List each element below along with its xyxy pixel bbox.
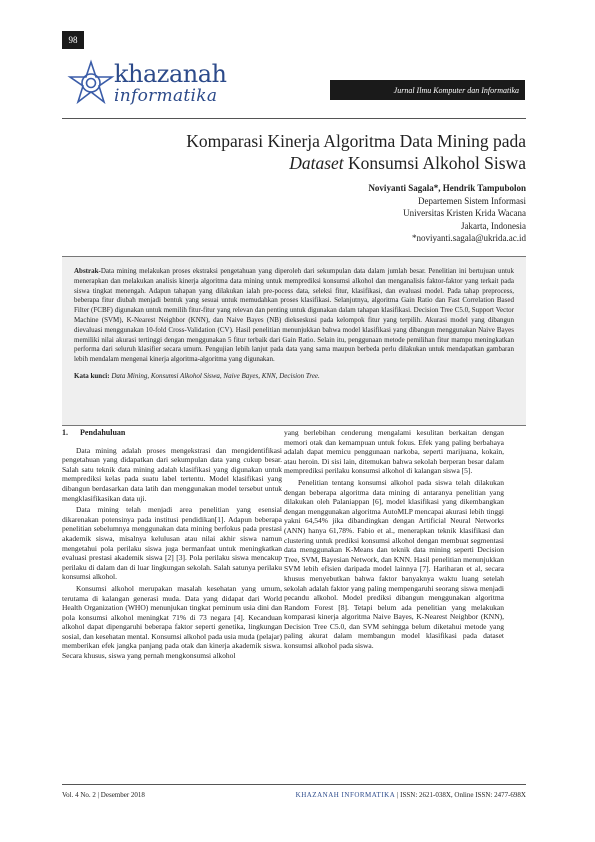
logo-text-line1: khazanah — [114, 60, 227, 88]
page-footer — [62, 791, 526, 799]
paragraph: Konsumsi alkohol merupakan masalah kesehatan yang umum, terutama di kalangan generasi muda. Data yang didapat dari World Health Organization (WHO) menunjukan tingkat peminum usia dini dan pola konsumsi alkohol meningkat 71% di 73 negara [4]. Kecanduan alkohol dapat dipengaruhi beberapa faktor seperti genetika, lingkungan sosial, dan kesehatan mental. Konsumsi alkohol pada usia muda (pelajar) memberikan efek jangka panjang pada otak dan kinerja akademik siswa. Secara khusus, siswa yang pernah mengkonsumsi alkohol — [62, 583, 282, 661]
header-divider — [62, 118, 526, 119]
title-italic-word: Dataset — [289, 153, 344, 173]
abstract-box — [62, 256, 526, 426]
title-line2 — [62, 152, 526, 174]
footer-brand: KHAZANAH INFORMATIKA — [295, 791, 396, 799]
author-city: Jakarta, Indonesia — [461, 220, 526, 231]
journal-name-bar: Jurnal Ilmu Komputer dan Informatika — [330, 80, 525, 100]
paragraph: Data mining adalah proses mengekstrasi dan mengidentifikasi pengetahuan yang didapatkan dari sekumpulan data yang cukup besar. Salah satu teknik data mining adalah klasifikasi yang digunakan untuk memprediksi kelas pada suatu label tertentu. Model klasifikasi yang dibangun berdasarkan data latih dan menggunakan model tersebut untuk mengklasifikasikan data uji. — [62, 445, 282, 503]
abstract-label: Abstrak- — [74, 267, 101, 275]
page-number: 98 — [62, 31, 84, 49]
abstract-text: Data mining melakukan proses ekstraksi pengetahuan yang diperoleh dari sekumpulan data dalam jumlah besar. Penelitian ini bertujuan untuk menerapkan dan melakukan analisis kinerja algoritma data mining untuk memprediksi konsumsi alkohol dan menganalisis faktor-faktor yang terkait pada siswa tingkat menengah. Adapun tahapan yang dilakukan ialah pre-pocess data, seleksi fitur, klasifikasi, dan evaluasi model. Pada tahap preprocess, beberapa fitur diubah menjadi bentuk yang sesuai untuk memudahkan proses klasifikasi. Selanjutnya, algoritma Gain Ratio dan Fast Correlation Based Filter (FCBF) digunakan untuk memilih fitur-fitur yang relevan dan penting untuk digunakan dalam tahapan klasifikasi. Decision Tree C5.0, Support Vector Machine (SVM), K-Nearest Neighbor (KNN), dan Naive Bayes (NB) diekseskusi pada kelompok fitur yang terpilih. Akurasi model yang dibangun dievaluasi menggunakan 10-fold Cross-Validation (CV). Hasil penelitian menunjukkan bahwa model klasifikasi yang dibangun menggunakan Naive Bayes memiliki nilai akurasi tertinggi dengan menggunakan 5 fitur terbaik dari Gain Ratio. Selain itu, penggunaan metode pemilihan fitur mampu meningkatkan performa dari seluruh klasifier secara umum. Pengujian lebih lanjut pada data yang sama maupun berbeda perlu dilakukan untuk mendapatkan gambaran lebih mendalam mengenai kinerja algoritma-algoritma yang digunakan. — [74, 267, 514, 364]
footer-divider — [62, 784, 526, 785]
journal-logo — [66, 58, 236, 110]
paragraph: Penelitian tentang konsumsi alkohol pada siswa telah dilakukan dengan beberapa algoritma data mining di antaranya penelitian yang dilakukan oleh Palaniappan [6], model klasifikasi yang dikembangkan dengan menggunakan algoritma AutoMLP mencapai akurasi lebih tinggi yakni 64,54% jika dibandingkan dengan Artificial Neural Networks (ANN) hanya 61,78%. Fabio et al., menerapkan teknik klasifikasi dan clustering untuk prediksi konsumsi alkohol dengan membuat segmentasi data menggunakan K-Means dan teknik data mining seperti Decision Tree, SVM, Bayesian Network, dan KNN. Hasil penelitian menunjukkan SVM lebih efisien daripada model lainnya [7]. Hariharan et al, secara khusus menyebutkan bahwa faktor banyaknya waktu luang setelah sekolah adalah faktor yang paling mempengaruhi seorang siswa menjadi pecandu alkohol. Model prediksi dibangun menggunakan algoritma Random Forest [8]. Tetapi belum ada penelitian yang melakukan komparasi kinerja algoritma Naive Bayes, K-Nearest Neighbor (KNN), Decision Tree C5.0, dan SVM sehingga belum diketahui metode yang paling akurat dalam membangun model klasifikasi pada dataset konsumsi alkohol pada siswa. — [284, 477, 504, 651]
keywords-block — [74, 372, 514, 382]
keywords-text: Data Mining, Konsumsi Alkohol Siswa, Naive Bayes, KNN, Decision Tree. — [111, 371, 320, 380]
section-number: 1. — [62, 428, 68, 437]
footer-journal-info — [296, 791, 526, 799]
author-names: Noviyanti Sagala*, Hendrik Tampubolon — [368, 183, 526, 193]
title-rest: Konsumsi Alkohol Siswa — [343, 153, 526, 173]
paragraph: Data mining telah menjadi area penelitian yang esensial dikarenakan potensinya pada institusi pendidikan[1]. Adapun beberapa penelitian sebelumnya menggunakan data mining berfokus pada prestasi akademik siswa, misalnya kelulusan atau nilai akhir siswa namun mengetahui pola perilaku siswa juga bermanfaat untuk meningkatkan evaluasi prestasi akademik siswa [2] [3]. Pola perilaku siswa mencakup perilaku di dalam dan di luar lingkungan sekolah. Salah satunya perilaku konsumsi alkohol. — [62, 505, 282, 582]
author-university: Universitas Kristen Krida Wacana — [403, 208, 526, 218]
right-column — [284, 428, 504, 653]
author-department: Departemen Sistem Informasi — [418, 195, 526, 206]
title-line1: Komparasi Kinerja Algoritma Data Mining pada — [186, 131, 526, 151]
section-title: Pendahuluan — [80, 428, 126, 437]
logo-text-line2: informatika — [114, 86, 218, 106]
abstract-text-block — [74, 267, 514, 365]
author-block — [262, 182, 526, 245]
paragraph: yang berlebihan cenderung mengalami kesulitan berkaitan dengan memori otak dan kemampuan untuk fokus. Efek yang paling berbahaya adalah dapat memicu penggunaan narkoba, seperti marijuana, kokain, atau heroin. Di sisi lain, ditemukan bahwa sekolah berperan besar dalam memprediksi perilaku konsumsi alkohol di kalangan siswa [5]. — [284, 428, 504, 476]
footer-issn: | ISSN: 2621-038X, Online ISSN: 2477-698X — [395, 791, 526, 799]
footer-volume: Vol. 4 No. 2 | Desember 2018 — [62, 791, 145, 799]
keywords-label: Kata kunci: — [74, 371, 110, 380]
paper-title — [62, 130, 526, 174]
star-ornament-icon — [66, 58, 116, 108]
left-column — [62, 428, 282, 663]
section-heading — [62, 428, 282, 438]
author-email[interactable]: *noviyanti.sagala@ukrida.ac.id — [411, 233, 526, 243]
